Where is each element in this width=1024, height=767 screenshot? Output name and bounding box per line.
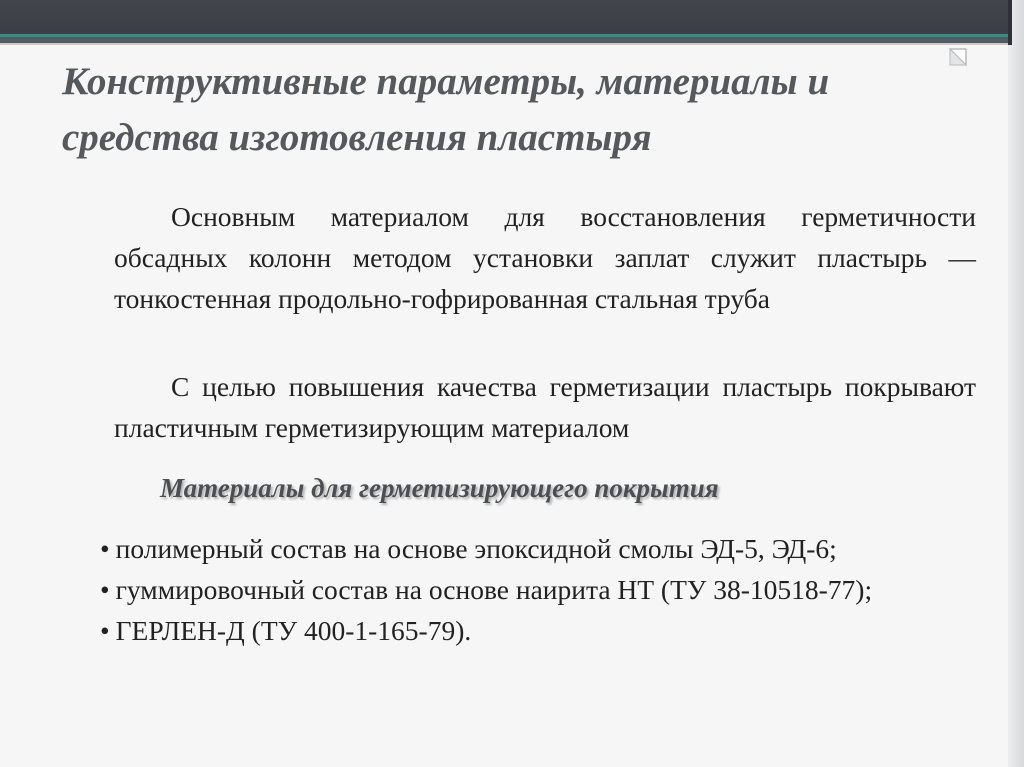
- slide-title: Конструктивные параметры, материалы и средства изготовления пластыря: [62, 60, 830, 159]
- body-paragraph-coating-purpose: С целью повышения качества герметизации пластырь покрывают пластичным герметизирующим материалом: [114, 371, 976, 443]
- right-frame-stripe: [1008, 0, 1012, 45]
- right-frame: [1008, 0, 1024, 767]
- list-item: [100, 528, 987, 569]
- header-bar: [0, 0, 1024, 34]
- list-item-text: гуммировочный состав на основе наирита НТ (ТУ 38-10518-77);: [115, 574, 873, 605]
- body-paragraph-main-material: Основным материалом для восстановления герметичности обсадных колонн методом установки заплат служит пластырь — тонкостенная продольно-гофрированная стальная труба: [114, 201, 976, 314]
- materials-list: [100, 528, 987, 651]
- list-item: [100, 569, 987, 610]
- list-item-text: ГЕРЛЕН-Д (ТУ 400-1-165-79).: [115, 615, 472, 646]
- section-subtitle: Материалы для герметизирующего покрытия: [160, 473, 719, 503]
- header-divider-light: [0, 43, 1024, 45]
- bullet-icon: •: [100, 615, 110, 646]
- list-item: [100, 610, 987, 651]
- bullet-icon: •: [100, 574, 110, 605]
- bullet-icon: •: [100, 533, 110, 564]
- list-item-text: полимерный состав на основе эпоксидной смолы ЭД-5, ЭД-6;: [115, 533, 837, 564]
